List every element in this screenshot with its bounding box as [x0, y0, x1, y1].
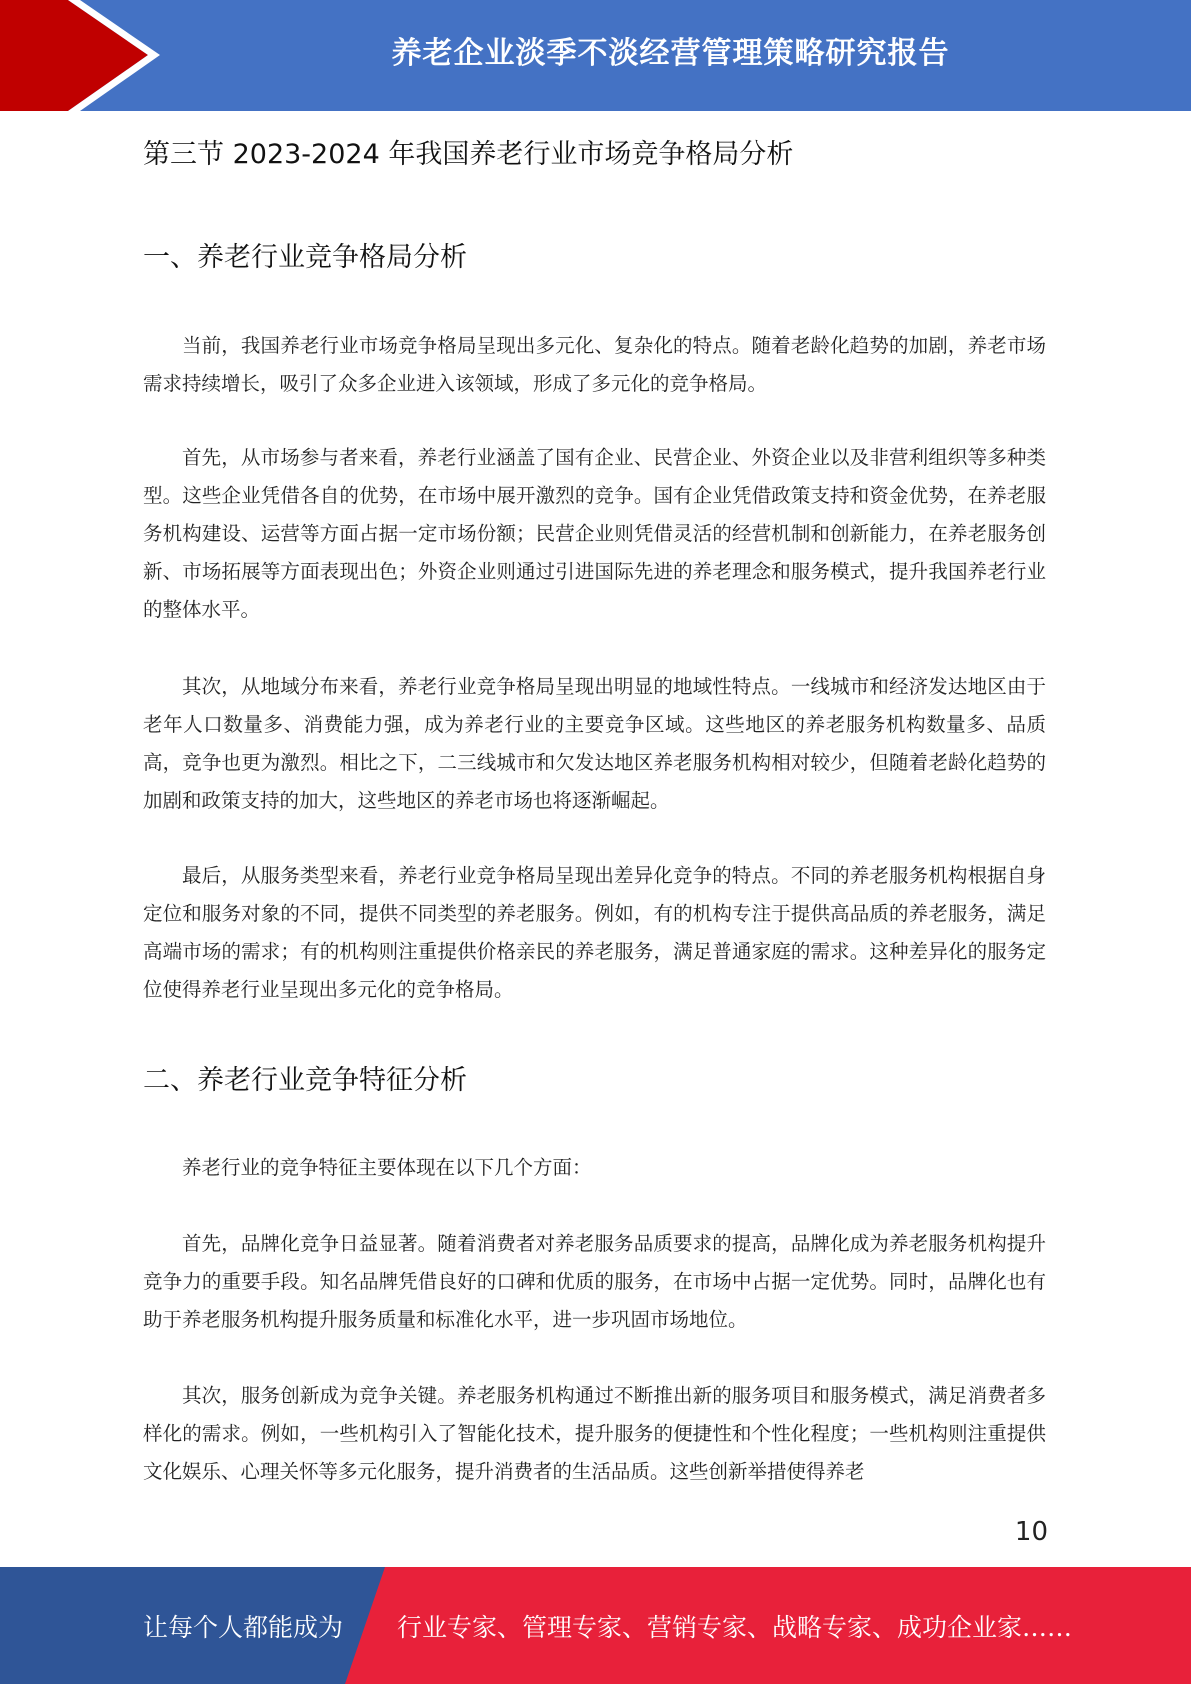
paragraph: 首先，品牌化竞争日益显著。随着消费者对养老服务品质要求的提高，品牌化成为养老服务机构提升竞争力的重要手段。知名品牌凭借良好的口碑和优质的服务，在市场中占据一定优势。同时，品牌化也有助于养老服务机构提升服务质量和标准化水平，进一步巩固市场地位。: [143, 1232, 1046, 1331]
page-header: [0, 0, 1191, 111]
paragraph: 其次，服务创新成为竞争关键。养老服务机构通过不断推出新的服务项目和服务模式，满足消费者多样化的需求。例如，一些机构引入了智能化技术，提升服务的便捷性和个性化程度；一些机构则注重提供文化娱乐、心理关怀等多元化服务，提升消费者的生活品质。这些创新举措使得养老: [143, 1384, 1046, 1483]
page-footer: [0, 1567, 1191, 1684]
section-title: 第三节 2023-2024 年我国养老行业市场竞争格局分析: [143, 139, 794, 170]
part1-heading: 一、养老行业竞争格局分析: [143, 242, 467, 273]
header-red-arrow: [0, 0, 148, 111]
footer-slogan-right: 行业专家、管理专家、营销专家、战略专家、成功企业家……: [397, 1612, 1073, 1642]
footer-slogan-left: 让每个人都能成为: [143, 1612, 344, 1642]
page-number: 10: [1014, 1517, 1048, 1547]
paragraph: 当前，我国养老行业市场竞争格局呈现出多元化、复杂化的特点。随着老龄化趋势的加剧，养老市场需求持续增长，吸引了众多企业进入该领域，形成了多元化的竞争格局。: [143, 334, 1046, 395]
report-title: 养老企业淡季不淡经营管理策略研究报告: [391, 36, 950, 71]
paragraph: 最后，从服务类型来看，养老行业竞争格局呈现出差异化竞争的特点。不同的养老服务机构根据自身定位和服务对象的不同，提供不同类型的养老服务。例如，有的机构专注于提供高品质的养老服务，满足高端市场的需求；有的机构则注重提供价格亲民的养老服务，满足普通家庭的需求。这种差异化的服务定位使得养老行业呈现出多元化的竞争格局。: [143, 864, 1046, 1001]
paragraph: 首先，从市场参与者来看，养老行业涵盖了国有企业、民营企业、外资企业以及非营利组织等多种类型。这些企业凭借各自的优势，在市场中展开激烈的竞争。国有企业凭借政策支持和资金优势，在养老服务机构建设、运营等方面占据一定市场份额；民营企业则凭借灵活的经营机制和创新能力，在养老服务创新、市场拓展等方面表现出色；外资企业则通过引进国际先进的养老理念和服务模式，提升我国养老行业的整体水平。: [143, 446, 1046, 621]
part2-heading: 二、养老行业竞争特征分析: [143, 1065, 467, 1096]
paragraph: 养老行业的竞争特征主要体现在以下几个方面：: [182, 1156, 592, 1179]
paragraph: 其次，从地域分布来看，养老行业竞争格局呈现出明显的地域性特点。一线城市和经济发达地区由于老年人口数量多、消费能力强，成为养老行业的主要竞争区域。这些地区的养老服务机构数量多、品质高，竞争也更为激烈。相比之下，二三线城市和欠发达地区养老服务机构相对较少，但随着老龄化趋势的加剧和政策支持的加大，这些地区的养老市场也将逐渐崛起。: [143, 675, 1046, 812]
